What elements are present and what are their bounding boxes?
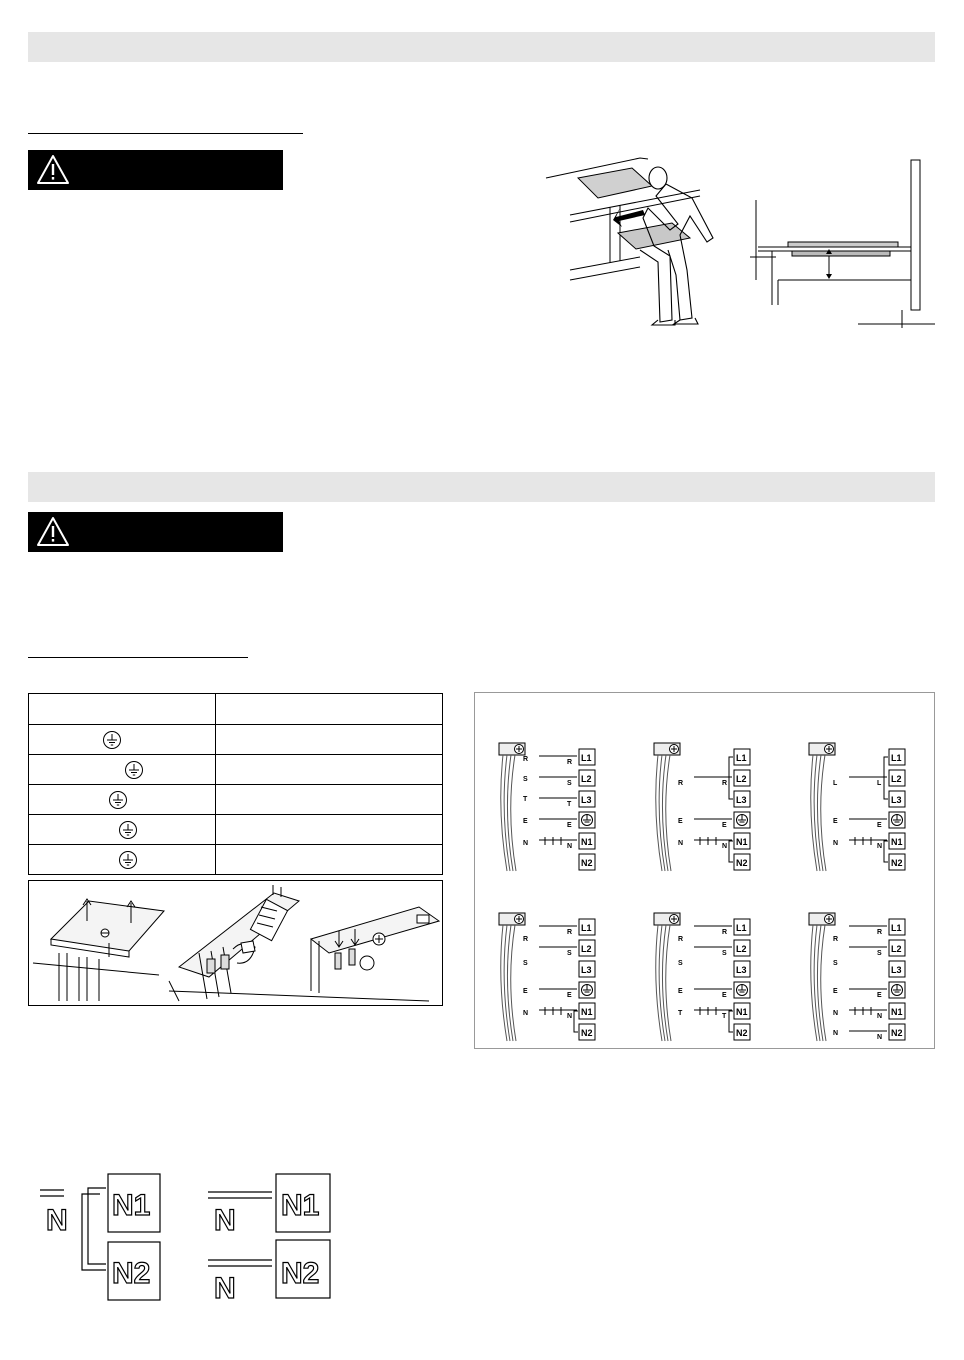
wire-label: N <box>722 843 728 850</box>
wire-label: S <box>722 950 727 957</box>
terminal-label: N1 <box>736 1007 748 1017</box>
terminal-label: L2 <box>736 944 747 954</box>
section-header-band-installation <box>28 32 935 62</box>
table-row <box>29 725 443 755</box>
terminal-label: L1 <box>736 753 747 763</box>
wire-label: R <box>678 780 684 787</box>
wire-label: T <box>523 796 528 803</box>
wire-label: E <box>877 822 882 829</box>
wire-label: E <box>722 822 727 829</box>
terminal-label-n1: N1 <box>281 1189 320 1222</box>
wire-label: S <box>833 960 838 967</box>
warning-banner-1 <box>28 150 283 190</box>
wire-label: E <box>722 992 727 999</box>
wiring-diagrams <box>474 692 935 1049</box>
warning-triangle-icon <box>36 516 70 548</box>
wire-label: E <box>523 988 528 995</box>
wire-label: T <box>678 1010 683 1017</box>
wire-label: R <box>567 929 573 936</box>
wire-label: N <box>678 840 684 847</box>
terminal-label: L2 <box>581 944 592 954</box>
installation-illustration <box>540 150 940 330</box>
terminal-label: N2 <box>891 1028 903 1038</box>
terminal-block-illustrations <box>28 880 443 1006</box>
terminal-label: L2 <box>736 774 747 784</box>
wire-label: E <box>678 988 683 995</box>
earth-ground-icon <box>118 850 138 870</box>
wire-label: E <box>567 822 572 829</box>
terminal-label: N2 <box>736 1028 748 1038</box>
earth-ground-icon <box>118 820 138 840</box>
terminal-label: L1 <box>581 753 592 763</box>
neutral-wire-label: N <box>214 1204 236 1237</box>
wire-label: R <box>722 780 728 787</box>
terminal-label: L2 <box>891 774 902 784</box>
earth-ground-icon <box>108 790 128 810</box>
wiring-diagram-canvas <box>475 693 934 1048</box>
wire-label: N <box>833 1030 839 1037</box>
wire-label: S <box>877 950 882 957</box>
terminal-label: L3 <box>736 795 747 805</box>
terminal-label: L3 <box>891 965 902 975</box>
terminal-label: N2 <box>581 1028 593 1038</box>
wire-label: N <box>833 840 839 847</box>
terminal-label: N2 <box>736 858 748 868</box>
terminal-label: L3 <box>581 795 592 805</box>
wire-label: L <box>833 780 838 787</box>
wire-label: R <box>523 936 529 943</box>
wire-label: R <box>678 936 684 943</box>
wiring-diagram-1 <box>499 743 595 871</box>
terminal-label: L1 <box>736 923 747 933</box>
wire-label: R <box>722 929 728 936</box>
terminal-label: L1 <box>581 923 592 933</box>
terminal-label: N1 <box>581 837 593 847</box>
terminal-label: N2 <box>891 858 903 868</box>
terminal-label-n1: N1 <box>112 1189 151 1222</box>
warning-banner-2 <box>28 512 283 552</box>
earth-ground-icon <box>124 760 144 780</box>
terminal-label-n2: N2 <box>112 1257 151 1290</box>
wire-label: R <box>833 936 839 943</box>
warning-triangle-icon <box>36 154 70 186</box>
terminal-label: N1 <box>581 1007 593 1017</box>
wire-label: S <box>523 960 528 967</box>
subsection-underline-2 <box>28 657 248 658</box>
wire-label: E <box>678 818 683 825</box>
wire-label: E <box>567 992 572 999</box>
wire-label: S <box>678 960 683 967</box>
wiring-diagram-5 <box>654 913 750 1041</box>
connection-table <box>28 693 443 875</box>
terminal-label: L3 <box>891 795 902 805</box>
wire-label: S <box>567 780 572 787</box>
table-row <box>29 755 443 785</box>
table-header-row <box>29 694 443 725</box>
wire-label: N <box>567 843 573 850</box>
terminal-label: L3 <box>581 965 592 975</box>
wire-label: N <box>523 840 529 847</box>
wire-label: S <box>523 776 528 783</box>
wire-label: E <box>877 992 882 999</box>
section-header-band-electrical <box>28 472 935 502</box>
wiring-diagram-2 <box>654 743 750 871</box>
subsection-underline-1 <box>28 133 303 134</box>
terminal-label: L2 <box>891 944 902 954</box>
terminal-label: L3 <box>736 965 747 975</box>
wire-label: T <box>722 1013 727 1020</box>
terminal-label: L1 <box>891 753 902 763</box>
wiring-diagram-3 <box>809 743 905 871</box>
wire-label: E <box>833 988 838 995</box>
wire-label: N <box>877 1034 883 1041</box>
wire-label: T <box>567 801 572 808</box>
terminal-label: N1 <box>891 1007 903 1017</box>
terminal-label: N2 <box>581 858 593 868</box>
neutral-wire-label: N <box>46 1204 68 1237</box>
terminal-label-n2: N2 <box>281 1257 320 1290</box>
table-row <box>29 785 443 815</box>
terminal-label: N1 <box>891 837 903 847</box>
table-row <box>29 815 443 845</box>
wire-label: E <box>833 818 838 825</box>
wire-label: N <box>567 1013 573 1020</box>
wiring-diagram-4 <box>499 913 595 1041</box>
terminal-cover-drawing <box>29 881 442 1005</box>
wire-label: S <box>567 950 572 957</box>
wiring-diagram-6 <box>809 913 905 1041</box>
wire-label: N <box>523 1010 529 1017</box>
wire-label: N <box>877 1013 883 1020</box>
wire-label: R <box>877 929 883 936</box>
wire-label: L <box>877 780 882 787</box>
earth-ground-icon <box>102 730 122 750</box>
neutral-wire-label: N <box>214 1272 236 1305</box>
wire-label: R <box>523 756 529 763</box>
terminal-label: N1 <box>736 837 748 847</box>
terminal-label: L2 <box>581 774 592 784</box>
wire-label: N <box>833 1010 839 1017</box>
terminal-label: L1 <box>891 923 902 933</box>
wire-label: R <box>567 759 573 766</box>
wire-label: N <box>877 843 883 850</box>
table-row <box>29 845 443 875</box>
neutral-connection-detail <box>36 1170 336 1305</box>
wire-label: E <box>523 818 528 825</box>
